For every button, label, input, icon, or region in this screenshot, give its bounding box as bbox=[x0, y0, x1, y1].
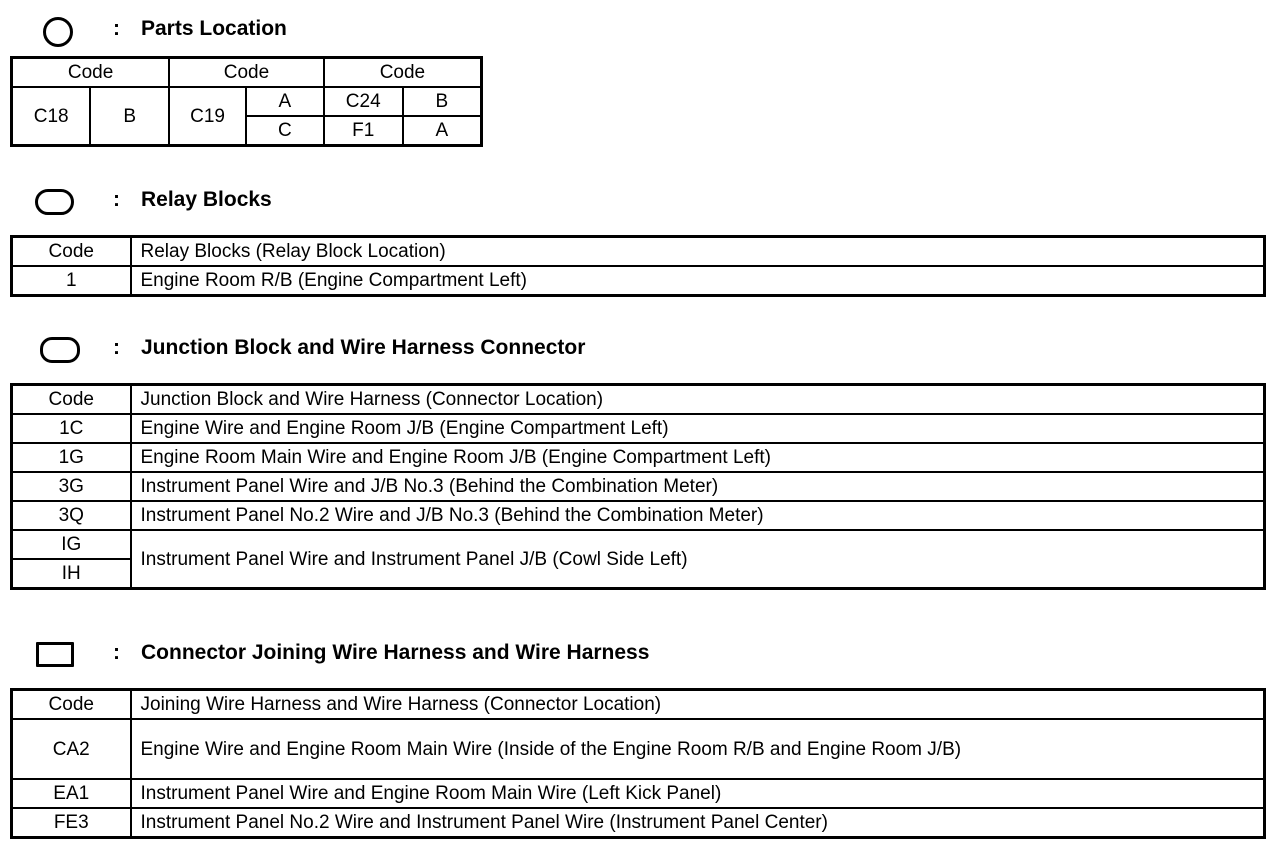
relay-blocks-heading bbox=[0, 184, 1280, 224]
row-code: FE3 bbox=[12, 808, 131, 838]
relay-blocks-title: Relay Blocks bbox=[141, 188, 272, 211]
junction-block-heading bbox=[0, 332, 1280, 372]
table-header-row bbox=[12, 690, 1265, 720]
row-code: CA2 bbox=[12, 719, 131, 779]
row-code: 1C bbox=[12, 414, 131, 443]
row-description: Instrument Panel No.2 Wire and Instrument Panel Wire (Instrument Panel Center) bbox=[131, 808, 1265, 838]
row-description: Engine Room R/B (Engine Compartment Left) bbox=[131, 266, 1265, 296]
header-description: Relay Blocks (Relay Block Location) bbox=[131, 237, 1265, 267]
table-row bbox=[12, 501, 1265, 530]
part-pin: A bbox=[403, 116, 482, 146]
table-header-row bbox=[12, 237, 1265, 267]
parts-location-table bbox=[10, 56, 483, 147]
parts-location-heading bbox=[0, 13, 1280, 53]
row-code: 3G bbox=[12, 472, 131, 501]
table-row bbox=[12, 414, 1265, 443]
connector-joining-table bbox=[10, 688, 1266, 839]
connector-joining-heading bbox=[0, 637, 1280, 677]
header-code: Code bbox=[12, 385, 131, 415]
table-row bbox=[12, 266, 1265, 296]
square-icon bbox=[36, 642, 74, 667]
header-code: Code bbox=[12, 690, 131, 720]
junction-block-table bbox=[10, 383, 1266, 590]
part-code: C18 bbox=[12, 87, 91, 146]
junction-block-title: Junction Block and Wire Harness Connector bbox=[141, 336, 586, 359]
row-code: IG bbox=[12, 530, 131, 559]
heading-colon: : bbox=[113, 188, 120, 211]
header-code: Code bbox=[324, 58, 482, 88]
row-code: 3Q bbox=[12, 501, 131, 530]
heading-colon: : bbox=[113, 641, 120, 664]
part-code: C24 bbox=[324, 87, 403, 116]
heading-colon: : bbox=[113, 336, 120, 359]
parts-location-title: Parts Location bbox=[141, 17, 287, 40]
header-description: Joining Wire Harness and Wire Harness (Connector Location) bbox=[131, 690, 1265, 720]
header-code: Code bbox=[12, 237, 131, 267]
part-pin: B bbox=[403, 87, 482, 116]
row-description: Engine Wire and Engine Room Main Wire (Inside of the Engine Room R/B and Engine Room J/B) bbox=[131, 719, 1265, 779]
row-description: Instrument Panel Wire and Engine Room Main Wire (Left Kick Panel) bbox=[131, 779, 1265, 808]
table-row bbox=[12, 808, 1265, 838]
circle-icon bbox=[43, 17, 73, 47]
part-pin: C bbox=[246, 116, 324, 146]
rounded-rect-icon bbox=[40, 337, 80, 363]
connector-joining-title: Connector Joining Wire Harness and Wire Harness bbox=[141, 641, 650, 664]
row-code: 1 bbox=[12, 266, 131, 296]
table-row bbox=[12, 779, 1265, 808]
part-code: C19 bbox=[169, 87, 246, 146]
table-row bbox=[12, 472, 1265, 501]
part-code: F1 bbox=[324, 116, 403, 146]
table-row bbox=[12, 719, 1265, 779]
header-description: Junction Block and Wire Harness (Connector Location) bbox=[131, 385, 1265, 415]
rounded-rect-icon bbox=[35, 189, 74, 215]
row-code: 1G bbox=[12, 443, 131, 472]
row-description: Engine Room Main Wire and Engine Room J/B (Engine Compartment Left) bbox=[131, 443, 1265, 472]
row-description: Instrument Panel Wire and Instrument Panel J/B (Cowl Side Left) bbox=[131, 530, 1265, 589]
header-code: Code bbox=[12, 58, 170, 88]
row-description: Engine Wire and Engine Room J/B (Engine Compartment Left) bbox=[131, 414, 1265, 443]
relay-blocks-table bbox=[10, 235, 1266, 297]
row-code: EA1 bbox=[12, 779, 131, 808]
heading-colon: : bbox=[113, 17, 120, 40]
table-row bbox=[12, 443, 1265, 472]
part-pin: B bbox=[90, 87, 169, 146]
row-code: IH bbox=[12, 559, 131, 589]
row-description: Instrument Panel Wire and J/B No.3 (Behind the Combination Meter) bbox=[131, 472, 1265, 501]
row-description: Instrument Panel No.2 Wire and J/B No.3 (Behind the Combination Meter) bbox=[131, 501, 1265, 530]
table-header-row bbox=[12, 385, 1265, 415]
header-code: Code bbox=[169, 58, 324, 88]
part-pin: A bbox=[246, 87, 324, 116]
table-row bbox=[12, 530, 1265, 559]
